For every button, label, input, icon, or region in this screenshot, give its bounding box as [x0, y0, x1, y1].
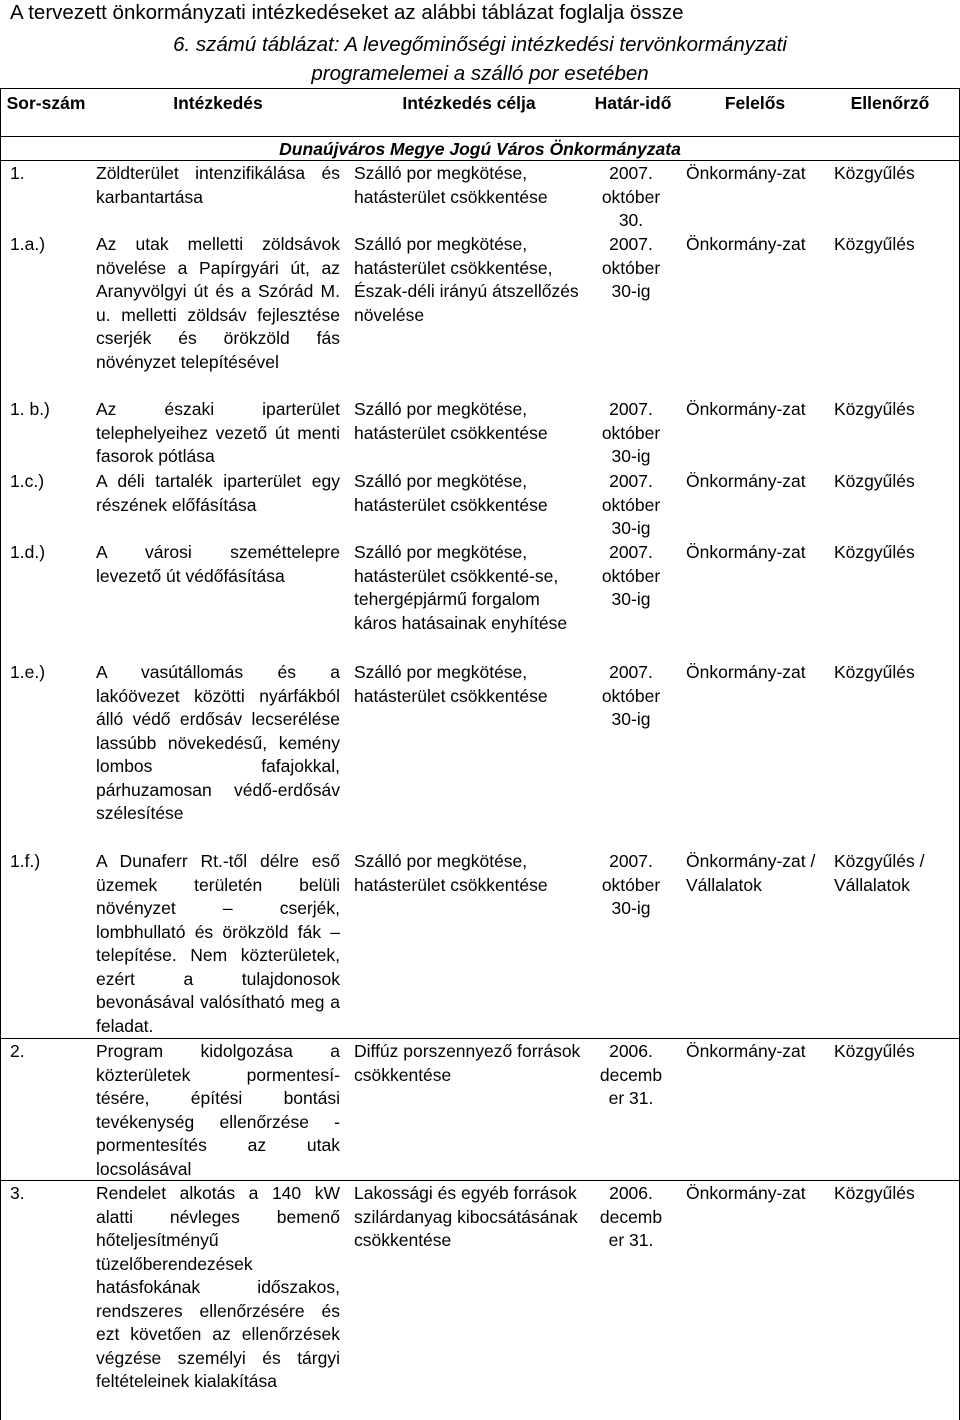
table-caption-line1: 6. számú táblázat: A levegőminőségi intézkedési tervönkormányzati [173, 33, 787, 56]
row-goal: Szálló por megkötése, hatásterület csökkenté-se, tehergépjármű forgalom káros hatásainak enyhítése [354, 542, 568, 633]
row-deadline: 2006. decemb er 31. [599, 1041, 663, 1108]
row-responsible: Önkormány-zat [686, 1183, 806, 1203]
row-goal: Szálló por megkötése, hatásterület csökkentése [354, 471, 548, 515]
row-responsible: Önkormány-zat [686, 542, 806, 562]
row-deadline: 2007. október 30-ig [601, 542, 661, 609]
row-action: Program kidolgozása a közterületek pormentesí-tésére, építési bontási tevékenység ellenőrzése - pormentesítés az utak locsolásával [96, 1041, 340, 1179]
row-action: A városi szeméttelepre levezető út védőfásítása [96, 542, 340, 586]
header-controller: Ellenőrző [850, 93, 930, 113]
row-deadline: 2007. október 30-ig [601, 662, 661, 729]
header-action: Intézkedés [173, 93, 263, 113]
row-action: A déli tartalék iparterület egy részének előfásítása [96, 471, 340, 515]
row-num: 1.a.) [10, 234, 46, 254]
row-controller: Közgyűlés [834, 662, 915, 682]
row-divider [0, 1180, 960, 1181]
row-deadline: 2007. október 30. [601, 163, 661, 230]
row-num: 1. b.) [10, 399, 50, 419]
row-action: A vasútállomás és a lakóövezet közötti nyárfákból álló védő erdősáv lecserélése lassúbb növekedésű, kemény lombos fafajokkal, párhuzamosan védő-erdősáv szélesítése [96, 662, 340, 823]
row-num: 2. [10, 1041, 25, 1061]
header-responsible: Felelős [724, 93, 786, 113]
row-deadline: 2007. október 30-ig [601, 234, 661, 301]
row-goal: Lakossági és egyéb források szilárdanyag kibocsátásának csökkentése [354, 1183, 578, 1250]
table-caption-line2: programelemei a szálló por esetében [311, 62, 649, 85]
row-deadline: 2007. október 30-ig [601, 851, 661, 918]
section-bottom-border [0, 160, 960, 161]
row-deadline: 2007. október 30-ig [601, 399, 661, 466]
row-responsible: Önkormány-zat [686, 1041, 806, 1061]
section-title: Dunaújváros Megye Jogú Város Önkormányzata [279, 139, 681, 159]
row-responsible: Önkormány-zat [686, 399, 806, 419]
row-goal: Szálló por megkötése, hatásterület csökkentése [354, 399, 548, 443]
row-responsible: Önkormány-zat [686, 471, 806, 491]
row-num: 3. [10, 1183, 25, 1203]
row-deadline: 2006. decemb er 31. [599, 1183, 663, 1250]
row-goal: Szálló por megkötése, hatásterület csökkentése [354, 163, 548, 207]
row-controller: Közgyűlés [834, 542, 915, 562]
row-controller: Közgyűlés [834, 1183, 915, 1203]
row-controller: Közgyűlés [834, 163, 915, 183]
row-controller: Közgyűlés [834, 234, 915, 254]
header-deadline: Határ-idő [594, 93, 672, 113]
intro-text: A tervezett önkormányzati intézkedéseket az alábbi táblázat foglalja össze [10, 1, 684, 24]
row-controller: Közgyűlés [834, 471, 915, 491]
row-action: Az utak melletti zöldsávok növelése a Papírgyári út, az Aranyvölgyi út és a Szórád M. u. melletti zöldsáv fejlesztése cserjék és örökzöld fás növényzet telepítésével [96, 234, 340, 372]
row-controller: Közgyűlés / Vállalatok [834, 851, 925, 895]
row-action: A Dunaferr Rt.-től délre eső üzemek területén belüli növényzet – cserjék, lombhullató és örökzöld fák – telepítése. Nem közterületek, ezért a tulajdonosok bevonásával valósítható meg a feladat. [96, 851, 340, 1036]
header-num: Sor-szám [6, 93, 86, 113]
row-responsible: Önkormány-zat [686, 662, 806, 682]
row-responsible: Önkormány-zat [686, 163, 806, 183]
row-goal: Szálló por megkötése, hatásterület csökkentése [354, 662, 548, 706]
row-responsible: Önkormány-zat [686, 234, 806, 254]
header-bottom-border [0, 136, 960, 137]
row-num: 1.e.) [10, 662, 46, 682]
row-goal: Szálló por megkötése, hatásterület csökkentése, Észak-déli irányú átszellőzés növelése [354, 234, 579, 325]
table-left-border [0, 88, 1, 1420]
row-action: Zöldterület intenzifikálása és karbantartása [96, 163, 340, 207]
row-responsible: Önkormány-zat / Vállalatok [686, 851, 816, 895]
row-deadline: 2007. október 30-ig [601, 471, 661, 538]
row-goal: Szálló por megkötése, hatásterület csökkentése [354, 851, 548, 895]
row-controller: Közgyűlés [834, 1041, 915, 1061]
row-action: Rendelet alkotás a 140 kW alatti névleges bemenő hőteljesítményű tüzelőberendezések hatásfokának időszakos, rendszeres ellenőrzésére és ezt követően az ellenőrzések végzése személyi és tárgyi feltételeinek kialakítása [96, 1183, 340, 1391]
row-num: 1.f.) [10, 851, 41, 871]
row-goal: Diffúz porszennyező források csökkentése [354, 1041, 581, 1085]
row-controller: Közgyűlés [834, 399, 915, 419]
table-top-border [0, 88, 960, 89]
row-divider [0, 1038, 960, 1039]
row-num: 1.c.) [10, 471, 45, 491]
row-num: 1. [10, 163, 25, 183]
row-action: Az északi iparterület telephelyeihez vezető út menti fasorok pótlása [96, 399, 340, 466]
header-goal: Intézkedés célja [402, 93, 536, 113]
row-num: 1.d.) [10, 542, 46, 562]
